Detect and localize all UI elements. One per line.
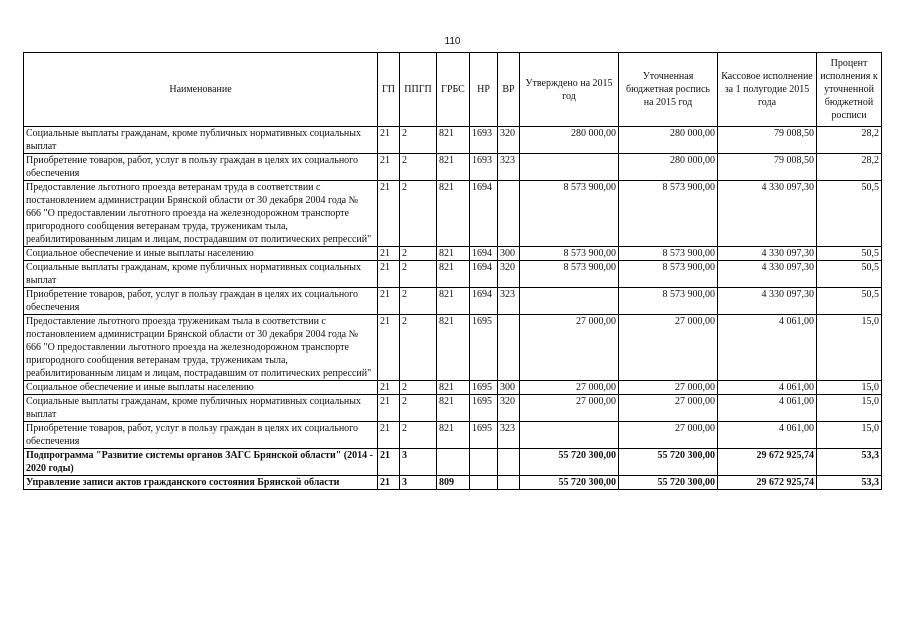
gp-cell: 21 (378, 381, 400, 395)
gp-cell: 21 (378, 154, 400, 181)
vr-cell (498, 449, 520, 476)
approved-cell: 55 720 300,00 (520, 449, 619, 476)
name-cell: Социальные выплаты гражданам, кроме публичных нормативных социальных выплат (24, 127, 378, 154)
approved-cell: 8 573 900,00 (520, 261, 619, 288)
ppgp-cell: 2 (400, 261, 437, 288)
gp-cell: 21 (378, 449, 400, 476)
cash-cell: 4 330 097,30 (718, 247, 817, 261)
percent-cell: 50,5 (817, 181, 882, 247)
budget-table (23, 52, 882, 490)
vr-cell: 300 (498, 381, 520, 395)
page-number: 110 (444, 36, 461, 47)
percent-cell: 50,5 (817, 288, 882, 315)
name-cell: Предоставление льготного проезда труженикам тыла в соответствии с постановлением администрации Брянской области от 30 декабря 2004 года № 666 "О предоставлении льготного проезда на железнодорожном транспорте пригородного сообщения ветеранам труда, труженикам тыла, реабилитированным лицам и лицам, пострадавшим от политических репрессий" (24, 315, 378, 381)
refined-cell: 280 000,00 (619, 154, 718, 181)
cash-cell: 4 330 097,30 (718, 288, 817, 315)
refined-cell: 280 000,00 (619, 127, 718, 154)
approved-cell: 8 573 900,00 (520, 247, 619, 261)
np-cell: 1694 (470, 181, 498, 247)
np-cell: 1693 (470, 154, 498, 181)
table-body (24, 127, 882, 490)
np-cell: 1693 (470, 127, 498, 154)
name-cell: Управление записи актов гражданского состояния Брянской области (24, 476, 378, 490)
grbs-cell: 821 (437, 127, 470, 154)
gp-cell: 21 (378, 181, 400, 247)
ppgp-cell: 3 (400, 476, 437, 490)
vr-cell: 300 (498, 247, 520, 261)
refined-cell: 8 573 900,00 (619, 261, 718, 288)
np-cell: 1694 (470, 247, 498, 261)
grbs-cell: 821 (437, 381, 470, 395)
table-row (24, 261, 882, 288)
header-percent: Процент исполнения к уточненной бюджетной росписи (817, 53, 882, 127)
refined-cell: 27 000,00 (619, 422, 718, 449)
grbs-cell: 821 (437, 288, 470, 315)
table-row (24, 154, 882, 181)
gp-cell: 21 (378, 261, 400, 288)
cash-cell: 4 061,00 (718, 395, 817, 422)
grbs-cell: 821 (437, 247, 470, 261)
cash-cell: 29 672 925,74 (718, 449, 817, 476)
vr-cell: 323 (498, 154, 520, 181)
table-row (24, 315, 882, 381)
percent-cell: 28,2 (817, 154, 882, 181)
gp-cell: 21 (378, 247, 400, 261)
name-cell: Приобретение товаров, работ, услуг в пользу граждан в целях их социального обеспечения (24, 288, 378, 315)
percent-cell: 15,0 (817, 315, 882, 381)
np-cell: 1695 (470, 381, 498, 395)
vr-cell: 320 (498, 395, 520, 422)
approved-cell (520, 154, 619, 181)
name-cell: Социальные выплаты гражданам, кроме публичных нормативных социальных выплат (24, 261, 378, 288)
grbs-cell: 821 (437, 422, 470, 449)
refined-cell: 55 720 300,00 (619, 449, 718, 476)
header-np: НР (470, 53, 498, 127)
gp-cell: 21 (378, 315, 400, 381)
ppgp-cell: 2 (400, 127, 437, 154)
header-refined: Уточненная бюджетная роспись на 2015 год (619, 53, 718, 127)
percent-cell: 50,5 (817, 247, 882, 261)
name-cell: Предоставление льготного проезда ветеранам труда в соответствии с постановлением администрации Брянской области от 30 декабря 2004 года № 666 "О предоставлении льготного проезда на железнодорожном транспорте пригородного сообщения ветеранам труда, труженикам тыла, реабилитированным лицам и лицам, пострадавшим от политических репрессий" (24, 181, 378, 247)
approved-cell: 280 000,00 (520, 127, 619, 154)
name-cell: Подпрограмма "Развитие системы органов ЗАГС Брянской области" (2014 - 2020 годы) (24, 449, 378, 476)
percent-cell: 50,5 (817, 261, 882, 288)
header-vr: ВР (498, 53, 520, 127)
name-cell: Социальные выплаты гражданам, кроме публичных нормативных социальных выплат (24, 395, 378, 422)
ppgp-cell: 2 (400, 288, 437, 315)
approved-cell: 55 720 300,00 (520, 476, 619, 490)
np-cell: 1694 (470, 261, 498, 288)
approved-cell: 8 573 900,00 (520, 181, 619, 247)
percent-cell: 53,3 (817, 449, 882, 476)
vr-cell: 320 (498, 261, 520, 288)
gp-cell: 21 (378, 476, 400, 490)
cash-cell: 4 330 097,30 (718, 181, 817, 247)
ppgp-cell: 2 (400, 381, 437, 395)
header-row (24, 53, 882, 127)
np-cell (470, 476, 498, 490)
cash-cell: 4 330 097,30 (718, 261, 817, 288)
vr-cell: 323 (498, 288, 520, 315)
header-ppgp: ППГП (400, 53, 437, 127)
cash-cell: 4 061,00 (718, 422, 817, 449)
table-row (24, 181, 882, 247)
ppgp-cell: 2 (400, 422, 437, 449)
header-cash: Кассовое исполнение за 1 полугодие 2015 года (718, 53, 817, 127)
ppgp-cell: 2 (400, 315, 437, 381)
cash-cell: 79 008,50 (718, 127, 817, 154)
np-cell: 1695 (470, 395, 498, 422)
cash-cell: 4 061,00 (718, 315, 817, 381)
percent-cell: 15,0 (817, 381, 882, 395)
percent-cell: 53,3 (817, 476, 882, 490)
gp-cell: 21 (378, 288, 400, 315)
np-cell: 1694 (470, 288, 498, 315)
np-cell: 1695 (470, 422, 498, 449)
ppgp-cell: 2 (400, 395, 437, 422)
header-name: Наименование (24, 53, 378, 127)
ppgp-cell: 2 (400, 247, 437, 261)
refined-cell: 55 720 300,00 (619, 476, 718, 490)
grbs-cell: 821 (437, 315, 470, 381)
grbs-cell: 821 (437, 395, 470, 422)
table-row (24, 127, 882, 154)
table-row (24, 288, 882, 315)
grbs-cell: 821 (437, 154, 470, 181)
grbs-cell: 809 (437, 476, 470, 490)
vr-cell (498, 476, 520, 490)
refined-cell: 8 573 900,00 (619, 181, 718, 247)
gp-cell: 21 (378, 422, 400, 449)
header-approved: Утверждено на 2015 год (520, 53, 619, 127)
table-row (24, 449, 882, 476)
grbs-cell: 821 (437, 181, 470, 247)
approved-cell: 27 000,00 (520, 315, 619, 381)
name-cell: Приобретение товаров, работ, услуг в пользу граждан в целях их социального обеспечения (24, 422, 378, 449)
table-row (24, 247, 882, 261)
approved-cell: 27 000,00 (520, 381, 619, 395)
vr-cell (498, 315, 520, 381)
percent-cell: 15,0 (817, 422, 882, 449)
percent-cell: 15,0 (817, 395, 882, 422)
table-row (24, 422, 882, 449)
cash-cell: 4 061,00 (718, 381, 817, 395)
refined-cell: 8 573 900,00 (619, 288, 718, 315)
header-grbs: ГРБС (437, 53, 470, 127)
refined-cell: 8 573 900,00 (619, 247, 718, 261)
ppgp-cell: 2 (400, 154, 437, 181)
name-cell: Социальное обеспечение и иные выплаты населению (24, 381, 378, 395)
ppgp-cell: 3 (400, 449, 437, 476)
approved-cell (520, 288, 619, 315)
gp-cell: 21 (378, 127, 400, 154)
percent-cell: 28,2 (817, 127, 882, 154)
grbs-cell (437, 449, 470, 476)
name-cell: Социальное обеспечение и иные выплаты населению (24, 247, 378, 261)
gp-cell: 21 (378, 395, 400, 422)
vr-cell (498, 181, 520, 247)
cash-cell: 29 672 925,74 (718, 476, 817, 490)
approved-cell (520, 422, 619, 449)
vr-cell: 320 (498, 127, 520, 154)
name-cell: Приобретение товаров, работ, услуг в пользу граждан в целях их социального обеспечения (24, 154, 378, 181)
refined-cell: 27 000,00 (619, 395, 718, 422)
np-cell: 1695 (470, 315, 498, 381)
refined-cell: 27 000,00 (619, 315, 718, 381)
grbs-cell: 821 (437, 261, 470, 288)
refined-cell: 27 000,00 (619, 381, 718, 395)
ppgp-cell: 2 (400, 181, 437, 247)
cash-cell: 79 008,50 (718, 154, 817, 181)
header-gp: ГП (378, 53, 400, 127)
np-cell (470, 449, 498, 476)
table-row (24, 395, 882, 422)
vr-cell: 323 (498, 422, 520, 449)
table-row (24, 381, 882, 395)
table-row (24, 476, 882, 490)
approved-cell: 27 000,00 (520, 395, 619, 422)
